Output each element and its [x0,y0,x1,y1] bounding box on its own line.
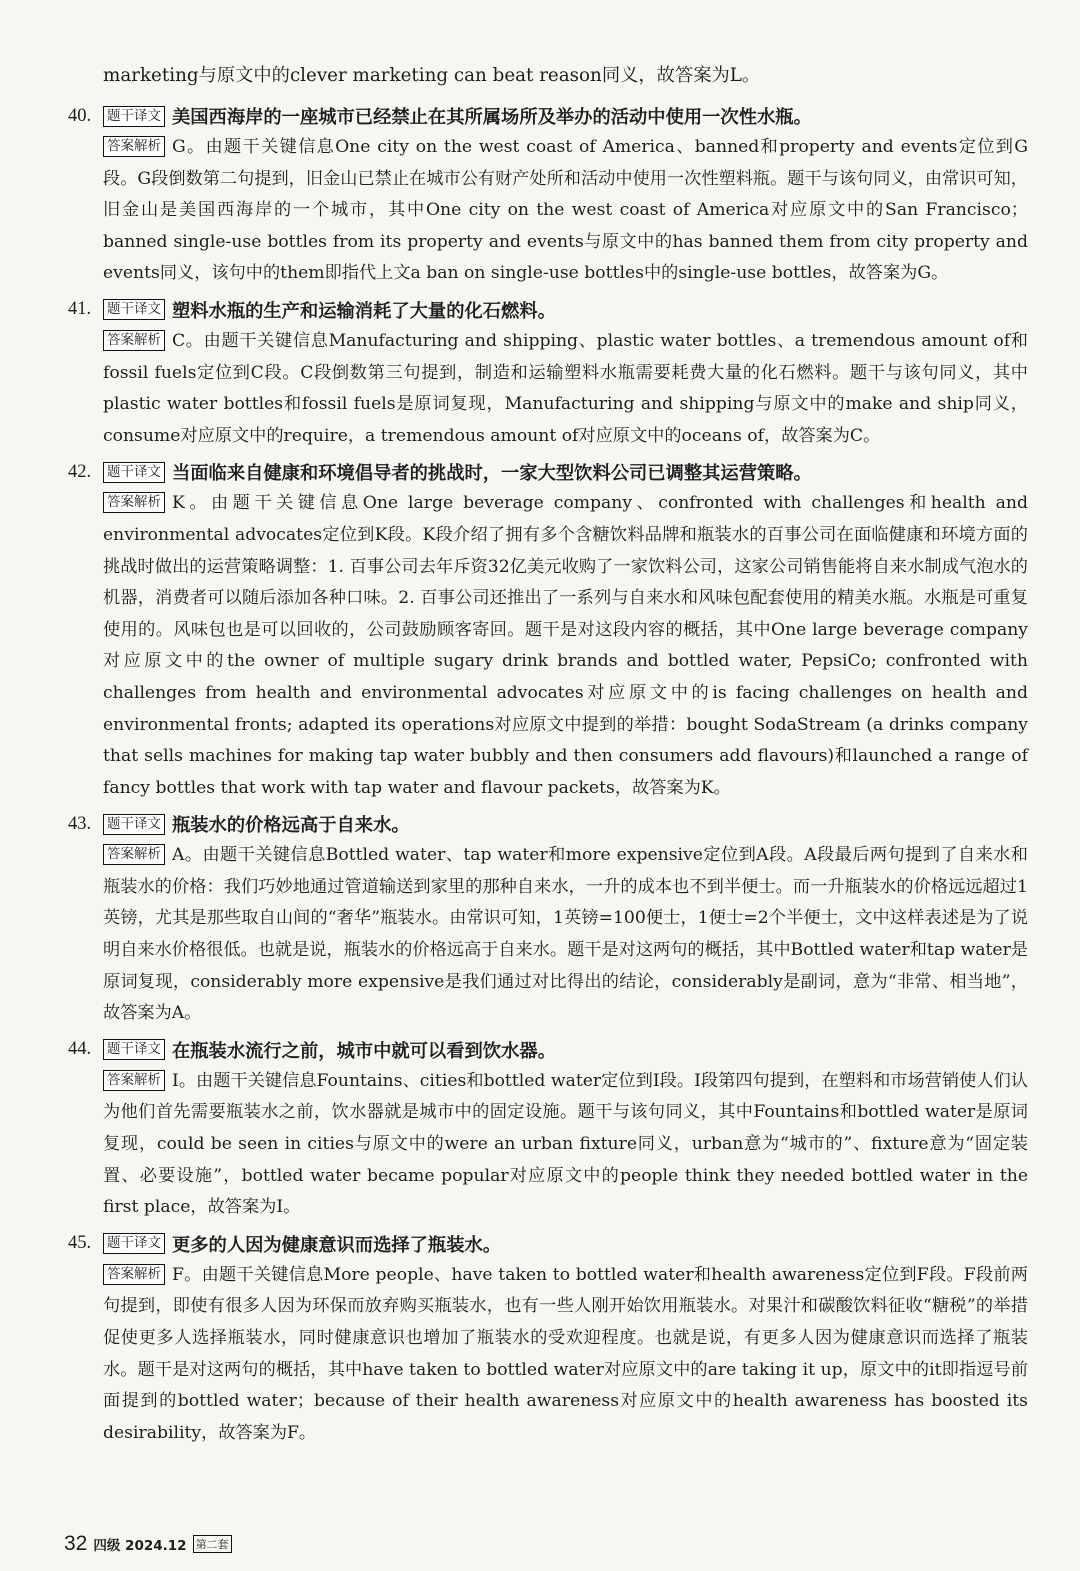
analysis-tag: 答案解析 [103,1070,165,1091]
question-40 [68,100,1028,290]
volume-tag: 第二套 [193,1535,232,1553]
analysis-text: K。由题干关键信息One large beverage company、confronted with challenges和health and environmental advocates定位到K段。K段介绍了拥有多个含糖饮料品牌和瓶装水的百事公司在面临健康和环境方面的挑战时做出的运营策略调整：1. 百事公司去年斥资32亿美元收购了一家饮料公司，这家公司销售能将自来水制成气泡水的机器，消费者可以随后添加各种口味。2. 百事公司还推出了一系列与自来水和风味包配套使用的精美水瓶。水瓶是可重复使用的。风味包也是可以回收的，公司鼓励顾客寄回。题干是对这段内容的概括，其中One large beverage company对应原文中的the owner of multiple sugary drink brands and bottled water, PepsiCo; confronted with challenges from health and environmental advocates对应原文中的is facing challenges on health and environmental fronts; adapted its operations对应原文中提到的举措：bought SodaStream (a drinks company that sells machines for making tap water bubbly and then consumers add flavours)和launched a range of fancy bottles that work with tap water and flavour packets，故答案为K。 [103,493,1028,798]
translation-tag: 题干译文 [103,106,165,127]
analysis-tag: 答案解析 [103,136,165,157]
issue-label: 四级 2024.12 [93,1538,187,1554]
translation-tag: 题干译文 [103,299,165,320]
question-number: 44. [68,1039,92,1060]
question-44 [68,1034,1028,1224]
translation-tag: 题干译文 [103,462,165,483]
analysis-tag: 答案解析 [103,492,165,513]
question-translation: 塑料水瓶的生产和运输消耗了大量的化石燃料。 [172,300,556,322]
question-number: 42. [68,461,92,482]
question-translation: 更多的人因为健康意识而选择了瓶装水。 [172,1234,502,1256]
answer-explanations [68,60,1028,1453]
continued-paragraph: marketing与原文中的clever marketing can beat reason同义，故答案为L。 [103,65,761,86]
question-translation: 瓶装水的价格远高于自来水。 [172,815,410,837]
question-41 [68,294,1028,452]
analysis-text: F。由题干关键信息More people、have taken to bottled water和health awareness定位到F段。F段前两句提到，即使有很多人因为环保而放弃购买瓶装水，也有一些人刚开始饮用瓶装水。对果汁和碳酸饮料征收“糖税”的举措促使更多人选择瓶装水，同时健康意识也增加了瓶装水的受欢迎程度。也就是说，有更多人因为健康意识而选择了瓶装水。题干是对这两句的概括，其中have taken to bottled water对应原文中的are taking it up，原文中的it即指逗号前面提到的bottled water；because of their health awareness对应原文中的health awareness has boosted its desirability，故答案为F。 [103,1264,1028,1443]
question-42 [68,456,1028,804]
analysis-tag: 答案解析 [103,844,165,865]
page-number: 32 [64,1532,88,1555]
translation-tag: 题干译文 [103,1233,165,1254]
question-translation: 当面临来自健康和环境倡导者的挑战时，一家大型饮料公司已调整其运营策略。 [172,463,812,485]
question-number: 40. [68,105,92,126]
question-43 [68,808,1028,1030]
analysis-text: G。由题干关键信息One city on the west coast of America、banned和property and events定位到G段。G段倒数第二句提到，旧金山已禁止在城市公有财产处所和活动中使用一次性塑料瓶。题干与该句同义，由常识可知，旧金山是美国西海岸的一个城市，其中One city on the west coast of America对应原文中的San Francisco；banned single-use bottles from its property and events与原文中的has banned them from city property and events同义，该句中的them即指代上文a ban on single-use bottles中的single-use bottles，故答案为G。 [103,137,1028,284]
analysis-text: C。由题干关键信息Manufacturing and shipping、plastic water bottles、a tremendous amount of和fossil fuels定位到C段。C段倒数第三句提到，制造和运输塑料水瓶需要耗费大量的化石燃料。题干与该句同义，其中plastic water bottles和fossil fuels是原词复现，Manufacturing and shipping与原文中的make and ship同义，consume对应原文中的require，a tremendous amount of对应原文中的oceans of，故答案为C。 [103,330,1028,446]
question-number: 45. [68,1233,92,1254]
analysis-text: I。由题干关键信息Fountains、cities和bottled water定位到I段。I段第四句提到，在塑料和市场营销使人们认为他们首先需要瓶装水之前，饮水器就是城市中的固定设施。题干与该句同义，其中Fountains和bottled water是原词复现，could be seen in cities与原文中的were an urban fixture同义，urban意为“城市的”、fixture意为“固定装置、必要设施”，bottled water became popular对应原文中的people think they needed bottled water in the first place，故答案为I。 [103,1070,1028,1218]
question-translation: 在瓶装水流行之前，城市中就可以看到饮水器。 [172,1040,556,1062]
analysis-tag: 答案解析 [103,330,165,351]
analysis-tag: 答案解析 [103,1264,165,1285]
question-number: 43. [68,813,92,834]
translation-tag: 题干译文 [103,1039,165,1060]
question-translation: 美国西海岸的一座城市已经禁止在其所属场所及举办的活动中使用一次性水瓶。 [172,107,812,128]
question-45 [68,1228,1028,1450]
analysis-text: A。由题干关键信息Bottled water、tap water和more expensive定位到A段。A段最后两句提到了自来水和瓶装水的价格：我们巧妙地通过管道输送到家里的那种自来水，一升的成本也不到半便士。而一升瓶装水的价格远远超过1英镑，尤其是那些取自山间的“奢华”瓶装水。由常识可知，1英镑=100便士，1便士=2个半便士，文中这样表述是为了说明自来水价格很低。也就是说，瓶装水的价格远高于自来水。题干是对这两句的概括，其中Bottled water和tap water是原词复现，considerably more expensive是我们通过对比得出的结论，considerably是副词，意为“非常、相当地”，故答案为A。 [103,845,1028,1024]
question-number: 41. [68,299,92,320]
page-footer [64,1532,232,1556]
translation-tag: 题干译文 [103,814,165,835]
